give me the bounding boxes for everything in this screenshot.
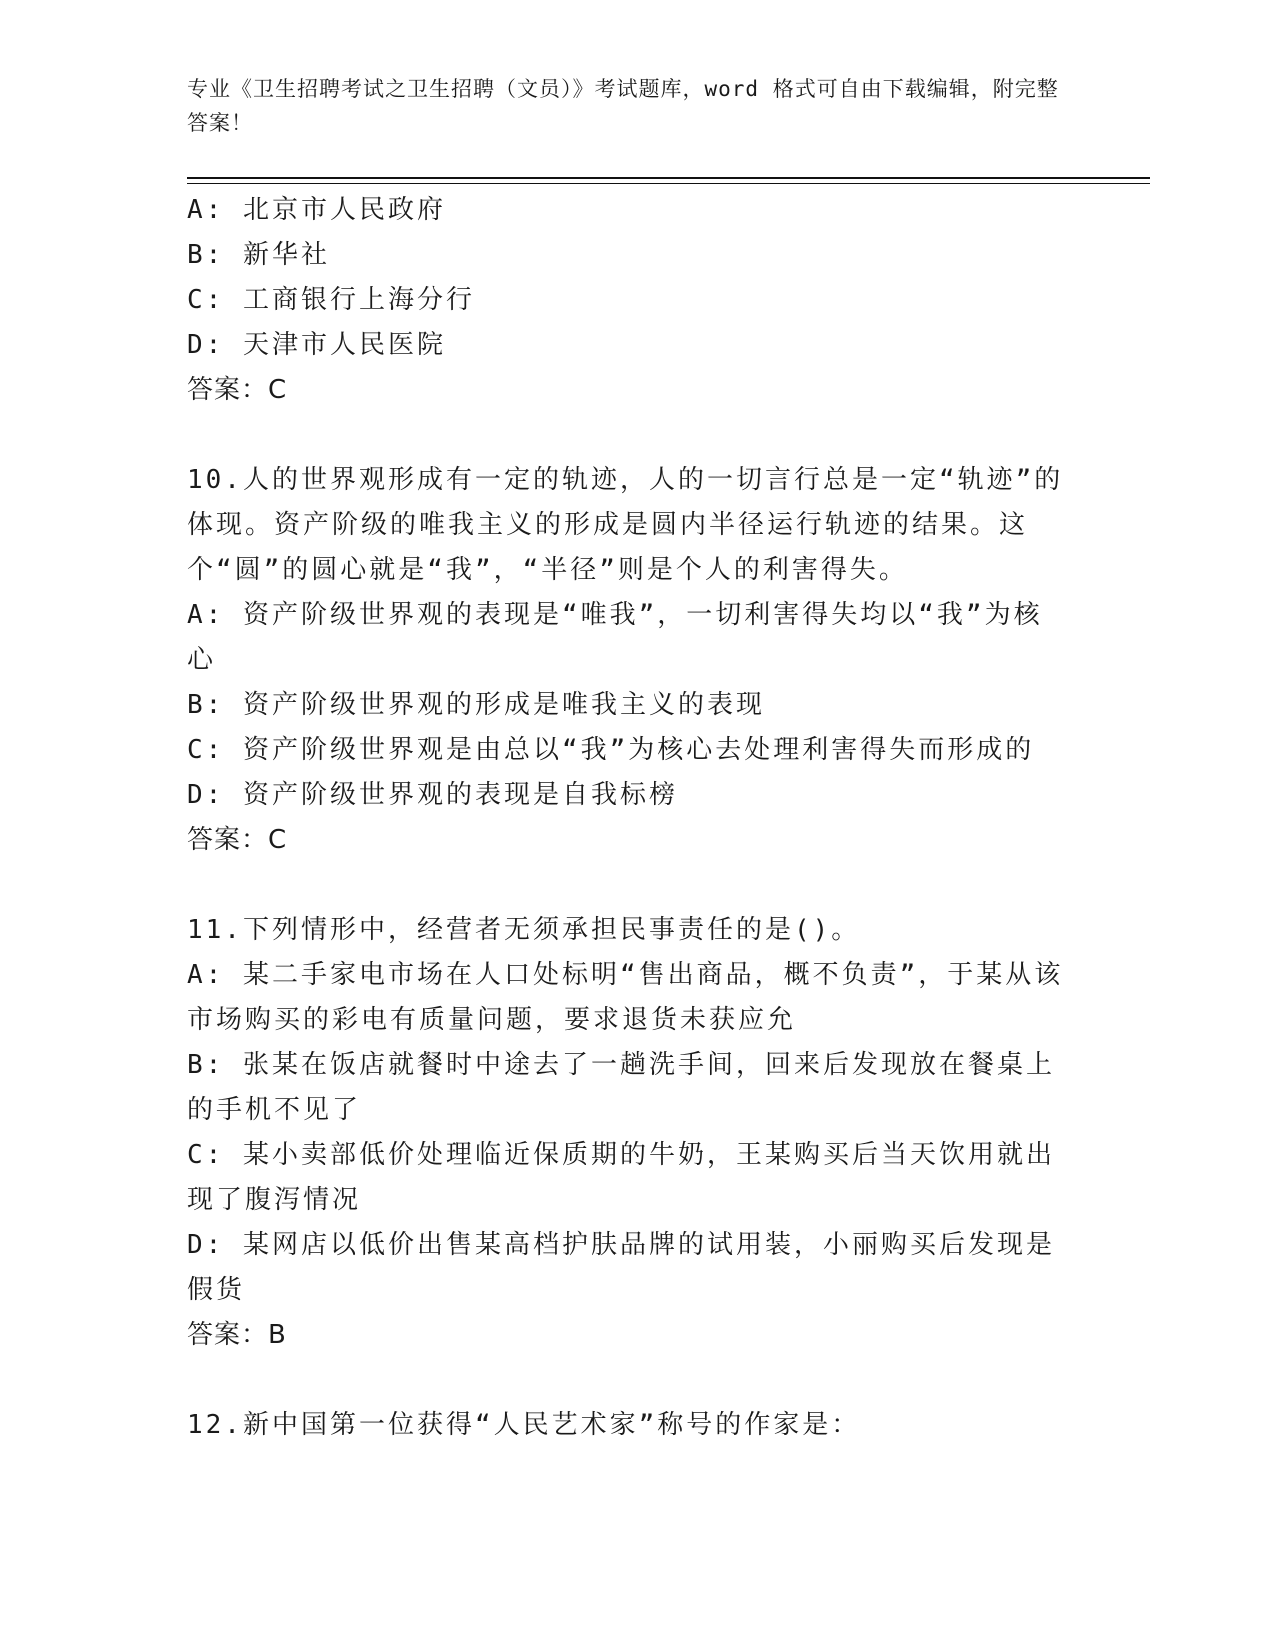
question-9	[187, 188, 1067, 413]
option-a: A: 某二手家电市场在人口处标明“售出商品，概不负责”，于某从该市场购买的彩电有质量问题，要求退货未获应允	[187, 960, 1064, 1035]
header-divider-thick	[187, 177, 1150, 179]
option-a: A: 北京市人民政府	[187, 195, 446, 225]
option-d: D: 资产阶级世界观的表现是自我标榜	[187, 780, 678, 810]
option-b: B: 张某在饭店就餐时中途去了一趟洗手间，回来后发现放在餐桌上的手机不见了	[187, 1050, 1055, 1125]
question-stem: 10.人的世界观形成有一定的轨迹，人的一切言行总是一定“轨迹”的体现。资产阶级的唯我主义的形成是圆内半径运行轨迹的结果。这个“圆”的圆心就是“我”，“半径”则是个人的利害得失。	[187, 465, 1064, 585]
header-divider-thin	[187, 183, 1150, 184]
spacer	[187, 413, 1067, 458]
option-c: C: 工商银行上海分行	[187, 285, 475, 315]
option-c: C: 某小卖部低价处理临近保质期的牛奶，王某购买后当天饮用就出现了腹泻情况	[187, 1140, 1055, 1215]
question-10	[187, 458, 1067, 863]
question-12	[187, 1403, 1067, 1448]
option-d: D: 天津市人民医院	[187, 330, 446, 360]
answer-label: 答案：B	[187, 1320, 287, 1350]
option-d: D: 某网店以低价出售某高档护肤品牌的试用装，小丽购买后发现是假货	[187, 1230, 1055, 1305]
question-11	[187, 908, 1067, 1358]
option-b: B: 新华社	[187, 240, 330, 270]
answer-label: 答案：C	[187, 375, 288, 405]
spacer	[187, 863, 1067, 908]
document-header: 专业《卫生招聘考试之卫生招聘（文员）》考试题库，word 格式可自由下载编辑，附完整答案！	[187, 77, 1059, 135]
spacer	[187, 1358, 1067, 1403]
option-a: A: 资产阶级世界观的表现是“唯我”，一切利害得失均以“我”为核心	[187, 600, 1043, 675]
answer-label: 答案：C	[187, 825, 288, 855]
question-list	[187, 188, 1067, 1448]
option-c: C: 资产阶级世界观是由总以“我”为核心去处理利害得失而形成的	[187, 735, 1035, 765]
question-stem: 12.新中国第一位获得“人民艺术家”称号的作家是：	[187, 1410, 861, 1440]
question-stem: 11.下列情形中，经营者无须承担民事责任的是()。	[187, 915, 861, 945]
option-b: B: 资产阶级世界观的形成是唯我主义的表现	[187, 690, 765, 720]
